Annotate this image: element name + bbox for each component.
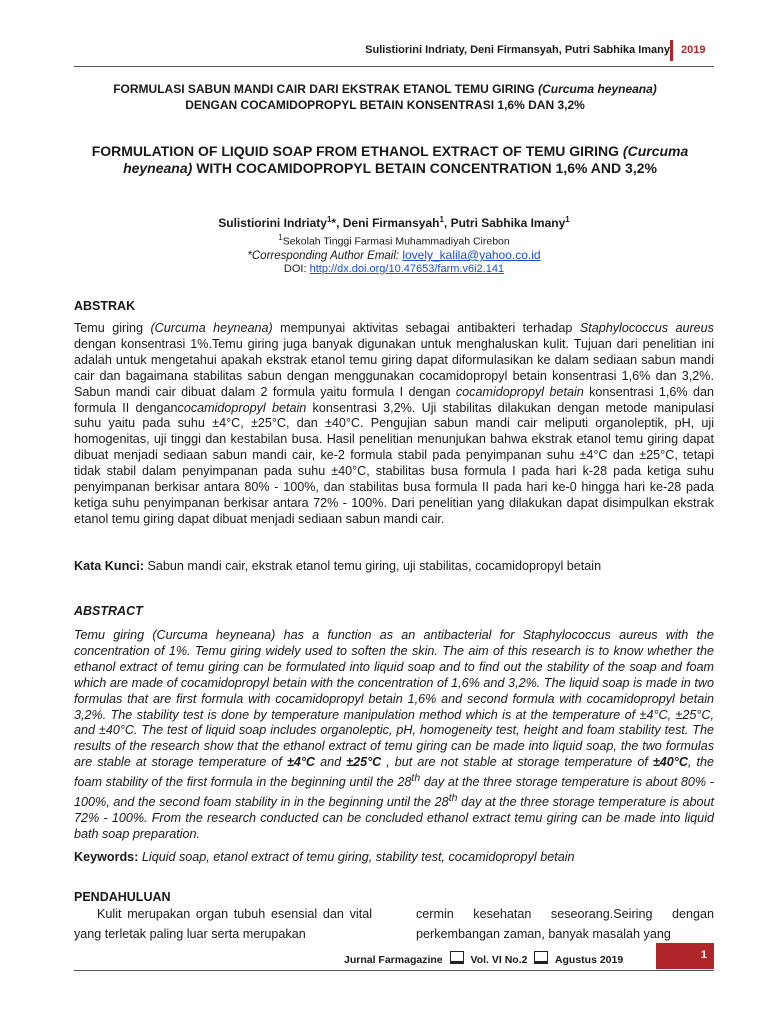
header-year: 2019 xyxy=(681,44,706,56)
title-english xyxy=(70,143,710,177)
author-sep: , xyxy=(443,216,451,230)
footer-journal: Jurnal Farmagazine xyxy=(344,954,443,966)
inline-b: ±25°C xyxy=(346,755,382,770)
inline-sup: th xyxy=(448,792,458,805)
doi-line xyxy=(74,263,714,275)
inline-i: cocamidopropyl betain xyxy=(455,384,584,399)
title-id-species: (Curcuma heyneana) xyxy=(538,82,657,96)
title-en-species: (Curcuma heyneana) xyxy=(123,143,689,176)
pendahuluan-heading: PENDAHULUAN xyxy=(74,890,171,904)
author-2: Deni Firmansyah xyxy=(342,216,440,230)
title-en-part1: FORMULATION OF LIQUID SOAP FROM ETHANOL EXTRACT OF TEMU GIRING xyxy=(91,143,623,159)
affiliation-sup: 1 xyxy=(278,233,283,242)
corresponding-author xyxy=(74,248,714,262)
running-footer xyxy=(0,940,768,1024)
inline-b: ±40°C xyxy=(652,755,688,770)
header-rule xyxy=(74,66,714,67)
abstract-heading: ABSTRACT xyxy=(74,604,143,618)
abstract-body: Temu giring (Curcuma heyneana) has a function as an antibacterial for Staphylococcus aureus with the concentration of 1%. Temu giring widely used to soften the skin. The aim of this research is to know whether the ethanol extract of temu giring can be formulated into liquid soap and to find out the stability of the soap and foam which are made of cocamidopropyl betain with the concentration of 1,6% and 3,2%. The liquid soap is made in two formulas that are first formula with cocamidopropyl betain 1,6% and second formula with cocamidopropyl betain 3,2%. The stability test is done by temperature manipulation method which is at the temperature of ±4°C, ±25°C, and ±40°C. The test of liquid soap includes organoleptic, pH, homogeneity test, height and foam stability test. The results of the research show that the ethanol extract of temu giring can be made into liquid soap, the two formulas are stable at storage temperature of ±4°C and ±25°C , but are not stable at storage temperature of ±40°C, the foam stability of the first formula in the beginning until the 28th day at the three storage temperature is about 80% - 100%, and the second foam stability in in the beginning until the 28th day at the three storage temperature is about 72% - 100%. From the research conducted can be concluded ethanol extract temu giring can be made into liquid bath soap preparation. xyxy=(74,628,715,842)
inline-b: ±4°C xyxy=(286,755,316,770)
doi-link[interactable]: http://dx.doi.org/10.47653/farm.v6i2.141 xyxy=(309,263,505,275)
title-indonesian xyxy=(90,81,680,113)
abstrak-body: Temu giring (Curcuma heyneana) mempunyai aktivitas sebagai antibakteri terhadap Staphylococcus aureus dengan konsentrasi 1%.Temu giring juga banyak digunakan untuk menghaluskan kulit. Tujuan dari penelitian ini adalah untuk mengetahui apakah ekstrak etanol temu giring dapat diformulasikan ke dalam sediaan sabun mandi cair dan bagaimana stabilitas sabun dengan menggunakan cocamidopropyl betain konsentrasi 1,6% dan 3,2%. Sabun mandi cair dibuat dalam 2 formula yaitu formula I dengan cocamidopropyl betain konsentrasi 1,6% dan formula II dengancocamidopropyl betain konsentrasi 3,2%. Uji stabilitas dilakukan dengan metode manipulasi suhu yaitu pada suhu ±4°C, ±25°C, dan ±40°C. Pengujian sabun mandi cair meliputi organoleptik, pH, uji homogenitas, uji tinggi dan kestabilan busa. Hasil penelitian menunjukan bahwa ekstrak etanol temu giring dapat dibuat menjadi sediaan sabun mandi cair, ke-2 formula stabil pada penyimpanan suhu ±4°C dan ±25°C, tetapi tidak stabil dalam penyimpanan pada suhu ±40°C, stabilitas busa formula I pada hari k-28 pada ketiga suhu penyimpanan berkisar antara 80% - 100%, dan stabilitas busa formula II pada hari ke-0 hingga hari ke-28 pada ketiga suhu penyimpanan berkisar antara 72% - 100%. Dari penelitian yang dilakukan dapat disimpulkan ekstrak etanol temu giring dapat dibuat menjadi sediaan sabun mandi cair. xyxy=(74,321,714,526)
header-separator xyxy=(670,40,673,61)
footer-text xyxy=(344,951,623,966)
keywords-text: Liquid soap, etanol extract of temu giring, stability test, cocamidopropyl betain xyxy=(138,850,575,864)
header-authors: Sulistiorini Indriaty, Deni Firmansyah, Putri Sabhika Imany xyxy=(365,44,670,56)
kata-kunci-label: Kata Kunci: xyxy=(74,559,144,573)
laptop-icon xyxy=(534,951,548,964)
intro-left-column: Kulit merupakan organ tubuh esensial dan vital yang terletak paling luar serta merupakan xyxy=(74,907,372,941)
running-header xyxy=(0,0,768,66)
title-id-part1: FORMULASI SABUN MANDI CAIR DARI EKSTRAK ETANOL TEMU GIRING xyxy=(113,82,539,96)
keywords xyxy=(74,850,714,864)
corresponding-label: *Corresponding Author Email: xyxy=(247,250,403,262)
author-1-affil: 1 xyxy=(326,215,332,224)
title-en-part2: WITH COCAMIDOPROPYL BETAIN CONCENTRATION 1,6% AND 3,2% xyxy=(192,160,657,176)
author-3-affil: 1 xyxy=(565,215,570,224)
footer-rule xyxy=(74,970,714,971)
email-link[interactable]: lovely_kalila@yahoo.co.id xyxy=(402,248,541,262)
inline-i: cocamidopropyl betain xyxy=(177,400,307,415)
affiliation xyxy=(74,233,714,248)
abstrak-heading: ABSTRAK xyxy=(74,299,136,313)
page-number: 1 xyxy=(656,943,714,969)
footer-date: Agustus 2019 xyxy=(554,954,624,966)
inline-sup: th xyxy=(411,772,421,785)
intro-right-column: cermin kesehatan seseorang.Seiring dengan perkembangan zaman, banyak masalah yang xyxy=(416,907,714,941)
inline-i: (Curcuma heyneana) xyxy=(150,321,273,335)
author-1-star: *, xyxy=(331,216,343,230)
inline-i: Staphylococcus aureus xyxy=(579,321,714,335)
author-3: Putri Sabhika Imany xyxy=(450,216,566,230)
affiliation-text: Sekolah Tinggi Farmasi Muhammadiyah Cirebon xyxy=(282,235,510,248)
title-id-part2: DENGAN COCAMIDOPROPYL BETAIN KONSENTRASI 1,6% DAN 3,2% xyxy=(185,98,585,112)
author-list xyxy=(74,215,714,230)
kata-kunci-text: Sabun mandi cair, ekstrak etanol temu giring, uji stabilitas, cocamidopropyl betain xyxy=(143,559,602,573)
laptop-icon xyxy=(450,951,464,964)
kata-kunci xyxy=(74,559,714,573)
doi-label: DOI: xyxy=(283,263,310,275)
author-2-affil: 1 xyxy=(439,215,444,224)
keywords-label: Keywords: xyxy=(74,850,139,864)
author-1: Sulistiorini Indriaty xyxy=(218,216,327,230)
footer-volume: Vol. VI No.2 xyxy=(470,954,528,966)
